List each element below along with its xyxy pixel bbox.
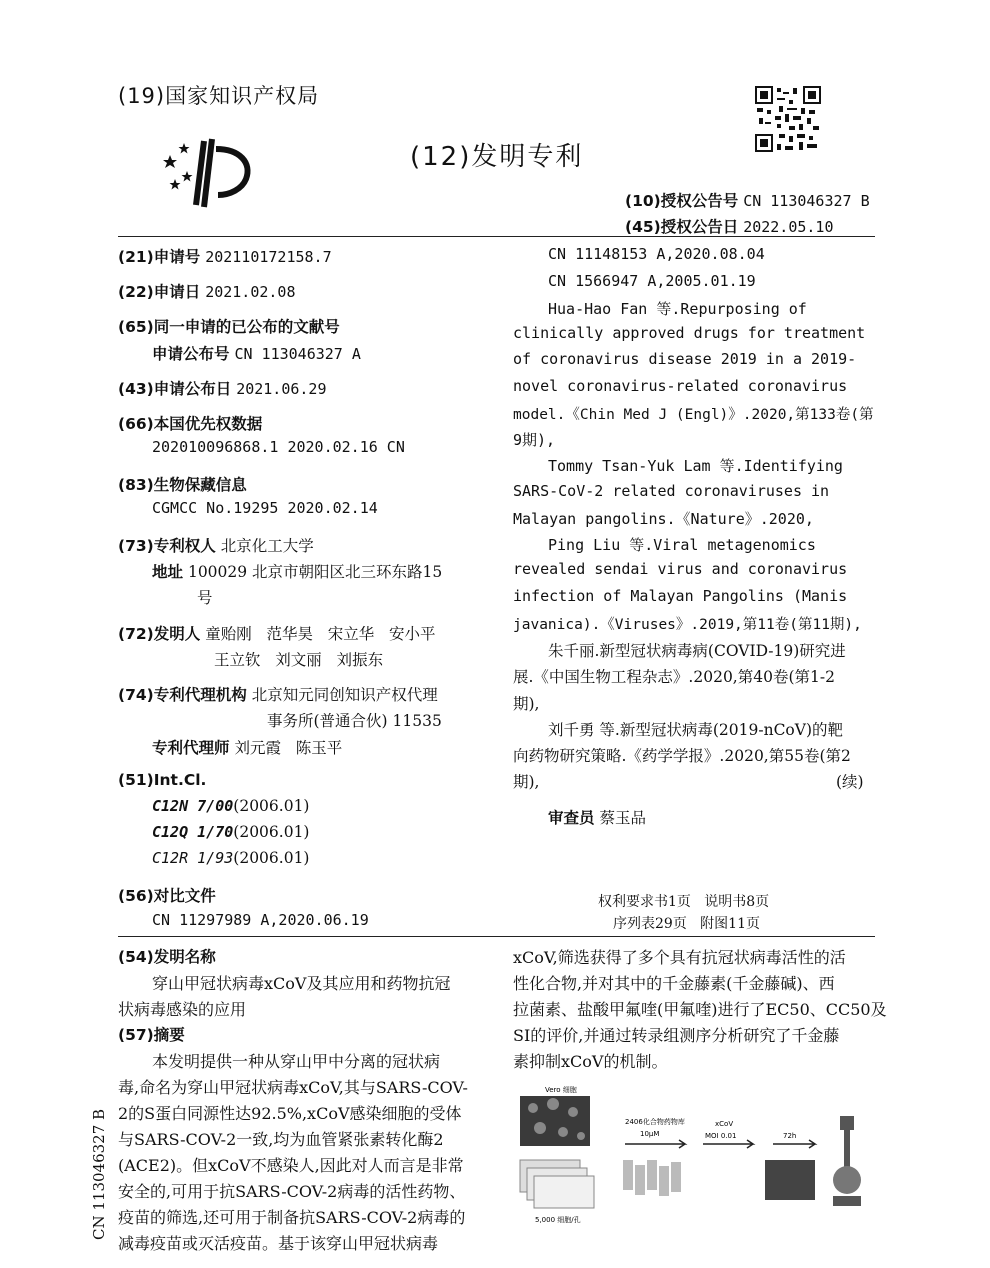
application-date: 2021.02.08 xyxy=(205,283,296,301)
application-number-row xyxy=(118,245,332,267)
arrow-icon xyxy=(625,1140,685,1148)
priority-data: 202010096868.1 2020.02.16 CN xyxy=(152,438,405,456)
application-date-row xyxy=(118,280,296,302)
document-kind: (12)发明专利 xyxy=(410,142,584,172)
agent-label: 专利代理师 xyxy=(152,739,230,757)
reference-line: javanica).《Viruses》.2019,第11卷(第11期), xyxy=(513,617,862,633)
inventors-row xyxy=(118,622,436,644)
abstract-line: 性化合物,并对其中的千金藤素(千金藤碱)、西 xyxy=(513,974,835,993)
application-date-label: (22)申请日 xyxy=(118,283,201,301)
reference-line: 刘千勇 等.新型冠状病毒(2019-nCoV)的靶 xyxy=(548,721,844,739)
abstract-line: SI的评价,并通过转录组测序分析研究了千金藤 xyxy=(513,1026,840,1045)
agent-row xyxy=(152,736,342,758)
reference-line: model.《Chin Med J (Engl)》.2020,第133卷(第 xyxy=(513,407,874,423)
figure-concentration-label: 10μM xyxy=(640,1130,660,1138)
intcl-date: (2006.01) xyxy=(233,849,310,867)
reference-line: clinically approved drugs for treatment xyxy=(513,324,866,342)
reference-line: 向药物研究策略.《药学学报》.2020,第55卷(第2 xyxy=(513,747,851,765)
figure-density-label: 5,000 细胞/孔 xyxy=(535,1216,581,1224)
plate-stack-icon xyxy=(520,1160,594,1208)
inventors-line-2: 王立钦 刘文丽 刘振东 xyxy=(214,651,384,669)
side-document-number: CN 113046327 B xyxy=(90,1108,108,1240)
reference-item: CN 11297989 A,2020.06.19 xyxy=(152,911,369,929)
figure-library-label: 2406化合物药物库 xyxy=(625,1118,685,1126)
examiner-label: 审查员 xyxy=(548,809,595,827)
deposit-label: (83)生物保藏信息 xyxy=(118,476,247,494)
agency-line-1: 北京知元同创知识产权代理 xyxy=(251,686,438,704)
reference-line: 期), xyxy=(513,773,540,791)
agency-line-2: 事务所(普通合伙) 11535 xyxy=(267,712,442,730)
grant-number-row xyxy=(625,189,870,211)
reference-line: revealed sendai virus and coronavirus xyxy=(513,560,848,578)
deposit-data: CGMCC No.19295 2020.02.14 xyxy=(152,499,378,517)
publication-date: 2021.06.29 xyxy=(236,380,327,398)
abstract-line: 与SARS-COV-2一致,均为血管紧张素转化酶2 xyxy=(118,1130,444,1149)
address-row xyxy=(152,560,442,582)
invention-title-line-2: 状病毒感染的应用 xyxy=(118,1000,247,1019)
application-number: 202110172158.7 xyxy=(205,248,332,266)
abstract-line: 2的S蛋白同源性达92.5%,xCoV感染细胞的受体 xyxy=(118,1104,462,1123)
reference-line: 朱千丽.新型冠状病毒病(COVID-19)研究进 xyxy=(548,642,846,660)
figure-time-label: 72h xyxy=(783,1132,797,1140)
publication-date-label: (43)申请公布日 xyxy=(118,380,232,398)
reference-line: of coronavirus disease 2019 in a 2019- xyxy=(513,350,857,368)
address-line-1: 100029 北京市朝阳区北三环东路15 xyxy=(187,563,443,581)
grant-date: 2022.05.10 xyxy=(743,218,834,236)
abstract-figure xyxy=(515,1080,875,1230)
publication-number: CN 113046327 A xyxy=(234,345,361,363)
title-label: (54)发明名称 xyxy=(118,948,216,966)
grant-date-row xyxy=(625,215,834,237)
reference-line: Malayan pangolins.《Nature》.2020, xyxy=(513,510,814,528)
agent-names: 刘元霞 陈玉平 xyxy=(234,739,343,757)
agency-label: (74)专利代理机构 xyxy=(118,686,247,704)
abstract-line: 安全的,可用于抗SARS-COV-2病毒的活性药物、 xyxy=(118,1182,466,1201)
reference-line: CN 11148153 A,2020.08.04 xyxy=(548,245,765,263)
agency-row xyxy=(118,683,438,705)
intcl-row xyxy=(152,823,309,841)
abstract-line: 素抑制xCoV的机制。 xyxy=(513,1052,668,1071)
patentee-row xyxy=(118,534,314,556)
header-divider xyxy=(118,236,875,237)
invention-title-line-1: 穿山甲冠状病毒xCoV及其应用和药物抗冠 xyxy=(152,974,451,993)
priority-label: (66)本国优先权数据 xyxy=(118,415,263,433)
abstract-line: 减毒疫苗或灭活疫苗。基于该穿山甲冠状病毒 xyxy=(118,1234,439,1253)
address-label: 地址 xyxy=(152,563,184,581)
intcl-row xyxy=(152,797,309,815)
publication-number-label: 申请公布号 xyxy=(152,345,230,363)
address-line-2: 号 xyxy=(197,589,213,607)
arrow-icon xyxy=(773,1140,815,1148)
intcl-date: (2006.01) xyxy=(233,797,310,815)
grant-number-label: (10)授权公告号 xyxy=(625,192,739,210)
examiner-row xyxy=(548,806,646,828)
application-number-label: (21)申请号 xyxy=(118,248,201,266)
reference-line: Hua-Hao Fan 等.Repurposing of xyxy=(548,300,807,318)
reference-line: 9期), xyxy=(513,431,556,449)
intcl-date: (2006.01) xyxy=(233,823,310,841)
figure-virus-label: xCoV xyxy=(715,1120,734,1128)
reference-line: Ping Liu 等.Viral metagenomics xyxy=(548,536,816,554)
reference-line: 期), xyxy=(513,695,540,713)
office-name: (19)国家知识产权局 xyxy=(118,84,320,108)
compound-vials-icon xyxy=(623,1160,681,1196)
abstract-line: 本发明提供一种从穿山甲中分离的冠状病 xyxy=(152,1052,441,1071)
reference-line: 展.《中国生物工程杂志》.2020,第40卷(第1-2 xyxy=(513,668,835,686)
cnipa-logo-icon xyxy=(160,135,256,211)
abstract-line: (ACE2)。但xCoV不感染人,因此对人而言是非常 xyxy=(118,1156,464,1175)
microscope-icon xyxy=(833,1116,861,1206)
abstract-line: 拉菌素、盐酸甲氟喹(甲氟喹)进行了EC50、CC50及 xyxy=(513,1000,887,1019)
inventors-line-1: 童贻刚 范华昊 宋立华 安小平 xyxy=(205,625,436,643)
figure-moi-label: MOI 0.01 xyxy=(705,1132,737,1140)
reference-line: novel coronavirus-related coronavirus xyxy=(513,377,848,395)
infected-cells-image xyxy=(765,1160,815,1200)
publication-number-row xyxy=(152,342,361,364)
prior-publication-label: (65)同一申请的已公布的文献号 xyxy=(118,318,340,336)
reference-line: CN 1566947 A,2005.01.19 xyxy=(548,272,756,290)
intcl-code: C12N 7/00 xyxy=(152,797,234,815)
intcl-code: C12R 1/93 xyxy=(152,849,234,867)
abstract-line: 毒,命名为穿山甲冠状病毒xCoV,其与SARS-COV- xyxy=(118,1078,468,1097)
abstract-divider xyxy=(118,936,875,937)
examiner: 蔡玉品 xyxy=(599,809,646,827)
references-label: (56)对比文件 xyxy=(118,887,216,905)
figure-vero-label: Vero 细胞 xyxy=(545,1086,577,1094)
reference-line: Tommy Tsan-Yuk Lam 等.Identifying xyxy=(548,457,843,475)
intcl-label: (51)Int.Cl. xyxy=(118,771,207,789)
reference-line: infection of Malayan Pangolins (Manis xyxy=(513,587,848,605)
continued-note: (续) xyxy=(836,773,864,791)
publication-date-row xyxy=(118,377,327,399)
abstract-label: (57)摘要 xyxy=(118,1026,185,1044)
grant-date-label: (45)授权公告日 xyxy=(625,218,739,236)
inventors-label: (72)发明人 xyxy=(118,625,201,643)
arrow-icon xyxy=(703,1140,753,1148)
patentee-label: (73)专利权人 xyxy=(118,537,216,555)
patentee: 北京化工大学 xyxy=(220,537,314,555)
page-count-line-1: 权利要求书1页 说明书8页 xyxy=(598,894,770,910)
abstract-line: xCoV,筛选获得了多个具有抗冠状病毒活性的活 xyxy=(513,948,846,967)
reference-line: SARS-CoV-2 related coronaviruses in xyxy=(513,482,830,500)
abstract-line: 疫苗的筛选,还可用于制备抗SARS-COV-2病毒的 xyxy=(118,1208,466,1227)
qr-code xyxy=(755,86,821,152)
grant-number: CN 113046327 B xyxy=(743,192,870,210)
page-count-line-2: 序列表29页 附图11页 xyxy=(613,916,760,932)
intcl-code: C12Q 1/70 xyxy=(152,823,234,841)
intcl-row xyxy=(152,849,309,867)
